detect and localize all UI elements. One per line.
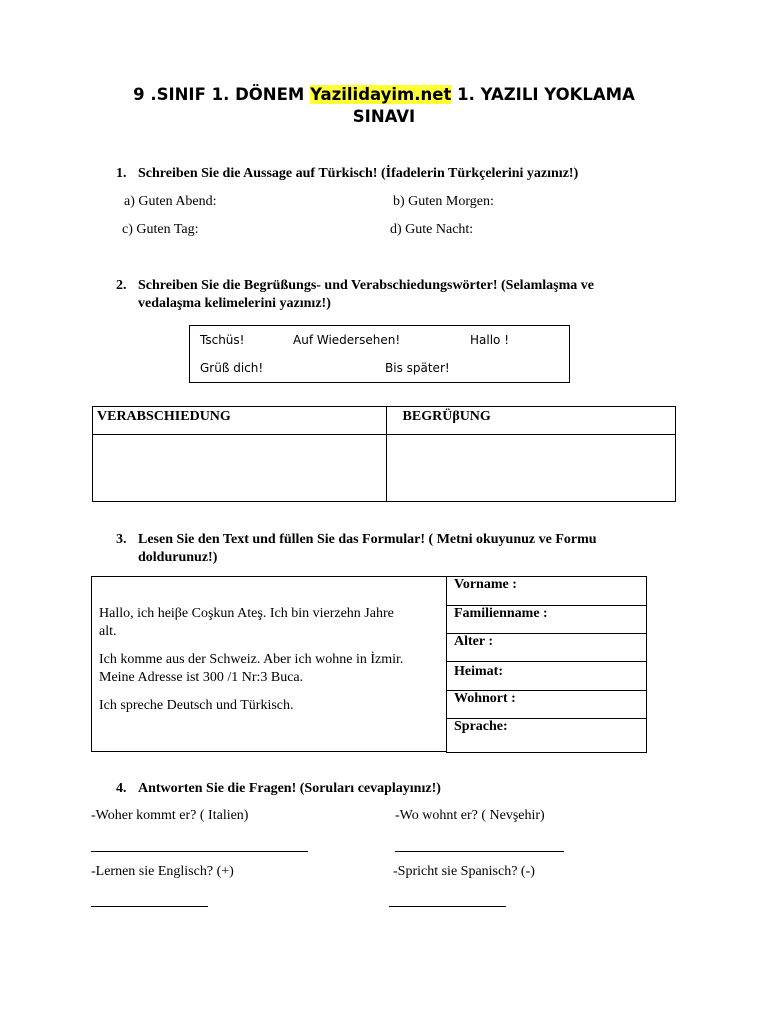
form-wohnort[interactable]: Wohnort : — [447, 691, 647, 719]
question-2 — [116, 277, 716, 317]
question-4 — [116, 780, 716, 800]
form-heimat[interactable]: Heimat: — [447, 662, 647, 691]
word-gruss-dich: Grüß dich! — [200, 361, 264, 375]
q1-item-a: a) Guten Abend: — [124, 194, 217, 209]
answer-line-d[interactable] — [389, 906, 506, 907]
reading-para1-l2: alt. — [99, 624, 117, 639]
q1-item-c: c) Guten Tag: — [122, 222, 199, 237]
q3-line1: Lesen Sie den Text und füllen Sie das Formular! ( Metni okuyunuz ve Formu — [138, 532, 597, 547]
col-verabschiedung: VERABSCHIEDUNG — [93, 407, 387, 435]
q1-item-d: d) Gute Nacht: — [390, 222, 474, 237]
answer-line-a[interactable] — [91, 851, 308, 852]
q4-text: Antworten Sie die Fragen! (Soruları cevaplayınız!) — [138, 781, 441, 796]
verabschiedung-answer-cell[interactable] — [93, 435, 387, 502]
reading-para2-l1: Ich komme aus der Schweiz. Aber ich wohne in İzmir. — [99, 652, 404, 667]
reading-para2-l2: Meine Adresse ist 300 /1 Nr:3 Buca. — [99, 670, 304, 685]
word-box — [189, 325, 570, 383]
begrussung-answer-cell[interactable] — [386, 435, 675, 502]
q1-item-b: b) Guten Morgen: — [393, 194, 494, 209]
question-1 — [116, 165, 716, 185]
title-part2: 1. YAZILI YOKLAMA — [451, 85, 635, 104]
answer-line-c[interactable] — [91, 906, 208, 907]
title-part1: 9 .SINIF 1. DÖNEM — [133, 85, 311, 104]
q1-text: Schreiben Sie die Aussage auf Türkisch! (İfadelerin Türkçelerini yazınız!) — [138, 166, 579, 181]
answer-line-b[interactable] — [395, 851, 564, 852]
q4-number: 4. — [116, 781, 127, 796]
reading-para3: Ich spreche Deutsch und Türkisch. — [99, 698, 294, 713]
q2-number: 2. — [116, 278, 127, 293]
reading-para1-l1: Hallo, ich heiβe Coşkun Ateş. Ich bin vierzehn Jahre — [99, 606, 394, 621]
form-sprache[interactable]: Sprache: — [447, 719, 647, 753]
word-tschus: Tschüs! — [200, 333, 245, 347]
word-auf-wiedersehen: Auf Wiedersehen! — [293, 333, 401, 347]
q4-question-b: -Wo wohnt er? ( Nevşehir) — [395, 808, 545, 823]
greeting-table — [92, 406, 676, 502]
form-familienname[interactable]: Familienname : — [447, 606, 647, 634]
form-vorname[interactable]: Vorname : — [447, 577, 647, 606]
q2-line1: Schreiben Sie die Begrüßungs- und Verabschiedungswörter! (Selamlaşma ve — [138, 278, 594, 293]
word-hallo: Hallo ! — [470, 333, 510, 347]
title-highlight: Yazilidayim.net — [310, 85, 452, 104]
q2-line2: vedalaşma kelimelerini yazınız!) — [138, 296, 331, 311]
col-begrussung: BEGRÜβUNG — [386, 407, 675, 435]
q4-question-a: -Woher kommt er? ( Italien) — [91, 808, 249, 823]
q1-number: 1. — [116, 166, 127, 181]
q3-line2: doldurunuz!) — [138, 550, 218, 565]
reading-text-box — [91, 576, 447, 752]
q4-question-c: -Lernen sie Englisch? (+) — [91, 864, 234, 879]
form-alter[interactable]: Alter : — [447, 634, 647, 662]
page-title — [60, 84, 708, 128]
word-bis-spater: Bis später! — [385, 361, 450, 375]
form-table — [446, 576, 647, 753]
title-line2: SINAVI — [352, 107, 416, 126]
question-3 — [116, 531, 716, 571]
q4-question-d: -Spricht sie Spanisch? (-) — [393, 864, 535, 879]
q3-number: 3. — [116, 532, 127, 547]
